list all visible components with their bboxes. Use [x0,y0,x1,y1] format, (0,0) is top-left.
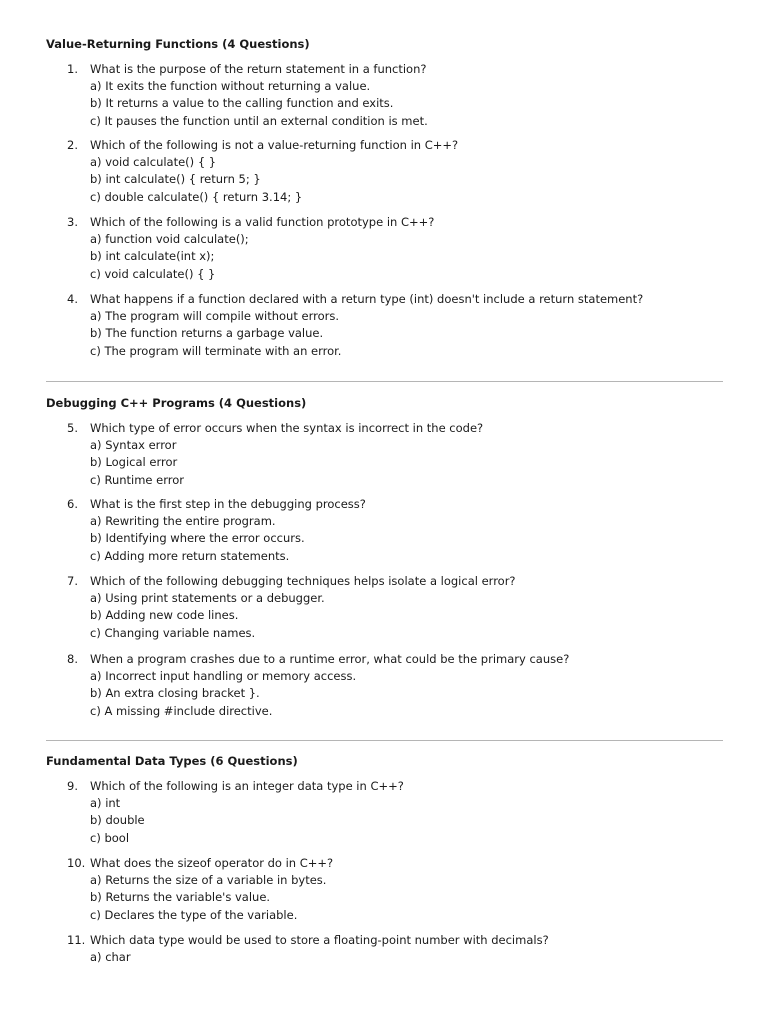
question-text: Which of the following is an integer data type in C++? [90,779,404,793]
option-a: a) Using print statements or a debugger. [90,591,325,606]
question-8 [67,651,727,720]
question-10 [67,855,727,924]
option-b: b) Logical error [90,455,178,470]
question-text: Which type of error occurs when the syntax is incorrect in the code? [90,421,484,435]
question-text: Which of the following is not a value-returning function in C++? [90,138,459,152]
question-text: What is the purpose of the return statement in a function? [90,62,427,76]
option-c: c) double calculate() { return 3.14; } [90,189,303,204]
option-c: c) The program will terminate with an error. [90,343,342,358]
question-text: What happens if a function declared with a return type (int) doesn't include a return statement? [90,292,644,306]
question-9 [67,778,727,847]
option-b: b) int calculate(int x); [90,249,215,264]
section-title: Debugging C++ Programs (4 Questions) [46,396,307,410]
option-a: a) Syntax error [90,438,177,453]
option-c: c) Adding more return statements. [90,548,290,563]
question-text: What does the sizeof operator do in C++? [90,856,334,870]
option-a: a) void calculate() { } [90,155,217,170]
option-c: c) Runtime error [90,472,184,487]
question-number: 4. [67,292,78,306]
option-a: a) The program will compile without errors. [90,309,339,324]
option-list [90,78,727,130]
option-list [90,513,727,565]
option-list [90,668,727,720]
option-a: a) function void calculate(); [90,232,249,247]
option-list [90,231,727,283]
option-a: a) int [90,796,121,811]
option-c: c) void calculate() { } [90,266,216,281]
option-b: b) double [90,813,145,828]
option-b: b) Identifying where the error occurs. [90,531,305,546]
option-list [90,795,727,847]
question-number: 6. [67,497,78,511]
option-a: a) char [90,950,131,965]
question-text: When a program crashes due to a runtime error, what could be the primary cause? [90,652,570,666]
option-c: c) A missing #include directive. [90,703,273,718]
option-list [90,590,727,642]
question-text: Which data type would be used to store a floating-point number with decimals? [90,933,549,947]
question-3 [67,214,727,283]
question-number: 2. [67,138,78,152]
question-11 [67,932,727,966]
question-number: 10. [67,856,86,870]
option-list [90,872,727,924]
question-number: 11. [67,933,86,947]
question-text: Which of the following debugging techniques helps isolate a logical error? [90,574,516,588]
option-c: c) It pauses the function until an external condition is met. [90,113,428,128]
option-b: b) int calculate() { return 5; } [90,172,261,187]
section-divider [46,740,723,741]
option-list [90,154,727,206]
option-c: c) Declares the type of the variable. [90,907,298,922]
question-text: What is the first step in the debugging process? [90,497,366,511]
option-b: b) The function returns a garbage value. [90,326,324,341]
question-number: 1. [67,62,78,76]
question-2 [67,137,727,206]
question-number: 8. [67,652,78,666]
question-number: 9. [67,779,78,793]
option-b: b) Returns the variable's value. [90,890,271,905]
question-7 [67,573,727,642]
option-list [90,308,727,360]
section-title: Value-Returning Functions (4 Questions) [46,37,310,51]
option-a: a) It exits the function without returning a value. [90,79,371,94]
question-5 [67,420,727,489]
question-text: Which of the following is a valid function prototype in C++? [90,215,435,229]
option-c: c) bool [90,830,130,845]
question-1 [67,61,727,130]
section-title: Fundamental Data Types (6 Questions) [46,754,298,768]
option-list [90,949,727,966]
option-b: b) An extra closing bracket }. [90,686,260,701]
option-a: a) Rewriting the entire program. [90,514,276,529]
option-a: a) Incorrect input handling or memory access. [90,669,357,684]
question-number: 5. [67,421,78,435]
question-number: 7. [67,574,78,588]
option-b: b) Adding new code lines. [90,608,239,623]
question-number: 3. [67,215,78,229]
option-b: b) It returns a value to the calling function and exits. [90,96,394,111]
section-divider [46,381,723,382]
question-4 [67,291,727,360]
option-list [90,437,727,489]
option-a: a) Returns the size of a variable in bytes. [90,873,327,888]
option-c: c) Changing variable names. [90,625,256,640]
question-6 [67,496,727,565]
